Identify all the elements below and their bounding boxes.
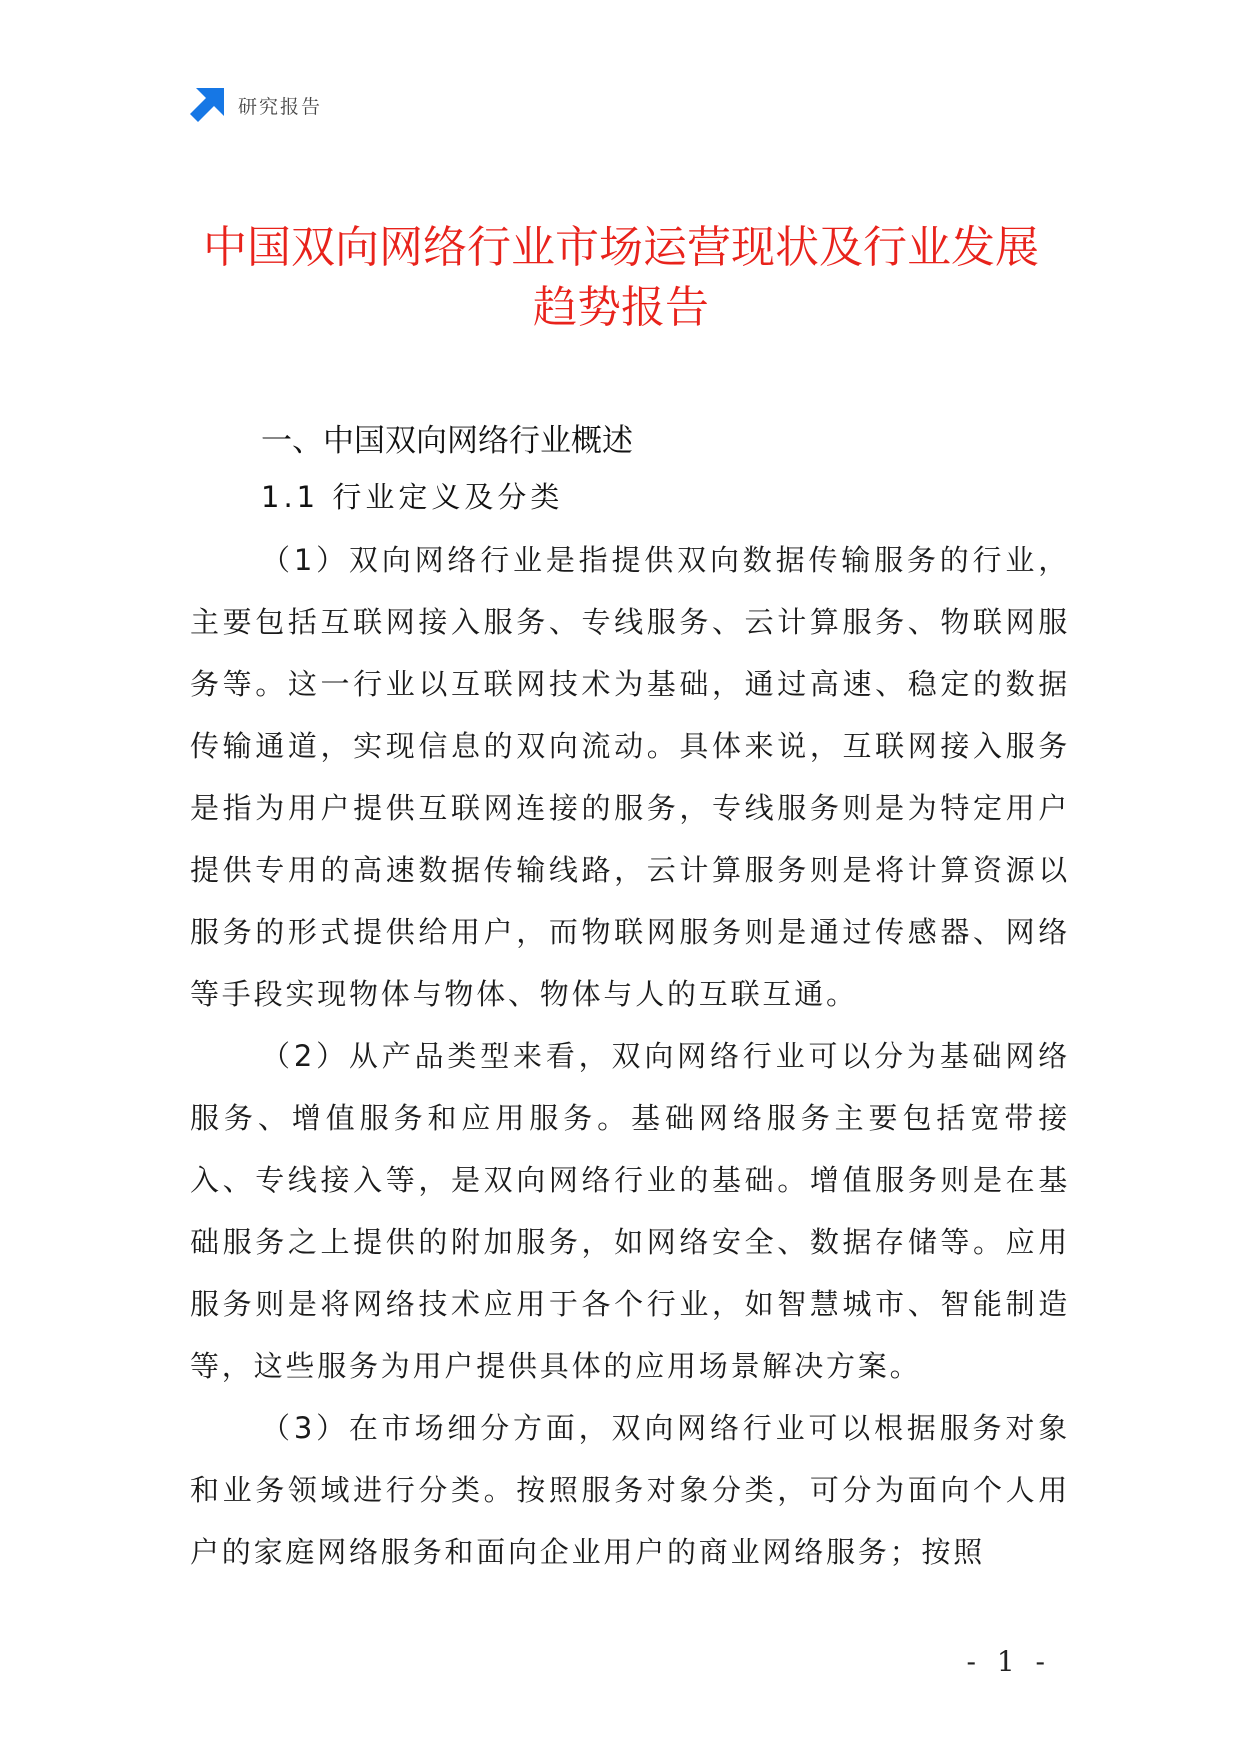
arrow-up-right-logo-icon — [190, 88, 224, 122]
document-body — [190, 415, 1070, 1583]
paragraph-1: （1）双向网络行业是指提供双向数据传输服务的行业，主要包括互联网接入服务、专线服务、云计算服务、物联网服务等。这一行业以互联网技术为基础，通过高速、稳定的数据传输通道，实现信息的双向流动。具体来说，互联网接入服务是指为用户提供互联网连接的服务，专线服务则是为特定用户提供专用的高速数据传输线路，云计算服务则是将计算资源以服务的形式提供给用户，而物联网服务则是通过传感器、网络等手段实现物体与物体、物体与人的互联互通。 — [190, 543, 1070, 1011]
header-label: 研究报告 — [238, 95, 323, 118]
paragraph-3: （3）在市场细分方面，双向网络行业可以根据服务对象和业务领域进行分类。按照服务对象分类，可分为面向个人用户的家庭网络服务和面向企业用户的商业网络服务；按照 — [190, 1411, 1070, 1569]
paragraph-2: （2）从产品类型来看，双向网络行业可以分为基础网络服务、增值服务和应用服务。基础网络服务主要包括宽带接入、专线接入等，是双向网络行业的基础。增值服务则是在基础服务之上提供的附加服务，如网络安全、数据存储等。应用服务则是将网络技术应用于各个行业，如智慧城市、智能制造等，这些服务为用户提供具体的应用场景解决方案。 — [190, 1039, 1070, 1383]
section-heading: 一、中国双向网络行业概述 — [261, 423, 633, 459]
document-title: 中国双向网络行业市场运营现状及行业发展趋势报告 — [203, 222, 1039, 333]
report-header — [190, 88, 322, 122]
section-subheading: 1.1 行业定义及分类 — [261, 480, 564, 514]
page-number: - 1 - — [966, 1645, 1051, 1678]
